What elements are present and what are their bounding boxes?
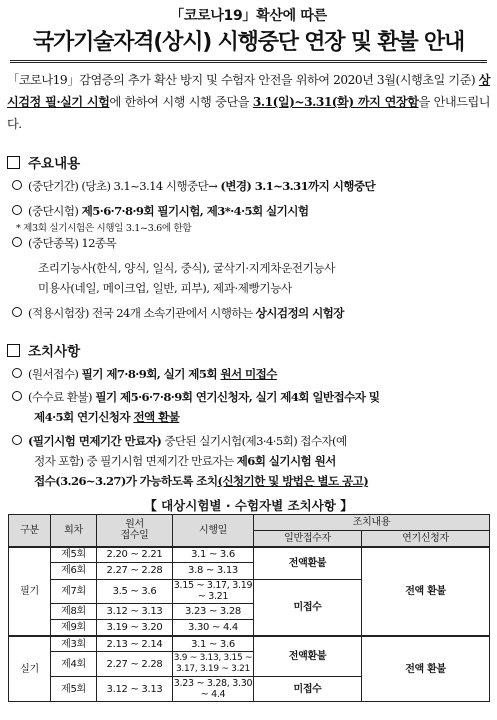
cell-round: 제9회 [51, 619, 97, 635]
item-label: (중단시험) [28, 204, 79, 218]
footnote: * 제3회 실기시험은 시행일 3.1~3.6에 한함 [16, 223, 192, 234]
item-exemption-line2 [12, 451, 497, 471]
cell-postponed-refund: 전액 환불 [362, 547, 490, 636]
item-test-sites [12, 303, 490, 323]
item-bold-text: 필기 제5·6·7·8·9회 연기신청자, 실기 제4회 일반접수자 및 [91, 390, 380, 404]
cell-postponed-refund: 전액 환불 [362, 636, 490, 702]
section-title: 주요내용 [28, 156, 81, 172]
item-label: (필기시험 면제기간 만료자) [28, 434, 162, 448]
cell-exam: 3.9 ~ 3.13, 3.15 ~ 3.17, 3.19 ~ 3.21 [173, 652, 254, 677]
header-apply-line1: 원서 [125, 519, 144, 531]
item-underlined-text: 전액 환불 [133, 410, 180, 424]
cell-general-refund: 전액환불 [254, 547, 362, 580]
category-written: 필기 [9, 547, 51, 636]
header-apply [97, 515, 173, 547]
cell-apply: 3.5 ~ 3.6 [97, 579, 173, 603]
item-label: (수수료 환불) [28, 390, 92, 404]
cell-round: 제3회 [51, 636, 97, 652]
cell-exam: 3.8 ~ 3.13 [173, 563, 254, 579]
header-postponed: 연기신청자 [362, 531, 490, 547]
item-text: 정자 포함) 중 필기시험 면제기간 만료자는 [34, 454, 237, 468]
intro-text: 에 한하여 시행 시행 중단을 [109, 95, 253, 109]
schedule-table [8, 514, 490, 702]
square-icon [7, 344, 20, 357]
category-practical: 실기 [9, 636, 51, 702]
item-bold-text: 제6회 실기시험 원서 [236, 454, 336, 468]
cell-apply: 2.27 ~ 2.28 [97, 563, 173, 579]
notice-title: 국가기술자격(상시) 시행중단 연장 및 환불 안내 [33, 30, 464, 55]
item-text: (당초) 3.1~3.14 시행중단→ [78, 179, 221, 193]
section-title: 조치사항 [28, 344, 81, 360]
cell-apply: 3.19 ~ 3.20 [97, 619, 173, 635]
square-icon [7, 156, 20, 169]
item-bold-text: 상시검정의 시험장 [255, 306, 344, 320]
circle-bullet-icon [12, 180, 22, 190]
cell-round: 제5회 [51, 677, 97, 702]
notice-subtitle: 「코로나19」확산에 따른 [170, 8, 327, 24]
section-heading-measures [7, 340, 80, 360]
item-exemption-line3 [12, 471, 497, 491]
item-bold-text: 접수(3.26~3.27)가 가능하도록 조치 [34, 474, 218, 488]
intro-highlight-period: 3.1(일)~3.31(화) 까지 연장함 [252, 95, 419, 109]
circle-bullet-icon [12, 237, 22, 247]
cell-exam: 3.23 ~ 3.28 [173, 603, 254, 619]
item-bold-text: 제4·5회 연기신청자 [34, 410, 134, 424]
item-label: (중단기간) [28, 179, 79, 193]
cell-general-refund: 전액환불 [254, 636, 362, 677]
table-caption: 【 대상시험별 · 수험자별 조치사항 】 [144, 498, 353, 513]
header-general: 일반접수자 [254, 531, 362, 547]
cell-exam: 3.1 ~ 3.6 [173, 547, 254, 563]
circle-bullet-icon [12, 307, 22, 317]
cell-apply: 3.12 ~ 3.13 [97, 603, 173, 619]
item-bold-text: (변경) 3.1~3.31까지 시행중단 [220, 179, 376, 193]
item-text: 전국 24개 소속기관에서 시행하는 [88, 306, 256, 320]
cell-general-not-accepted: 미접수 [254, 677, 362, 702]
circle-bullet-icon [12, 368, 22, 378]
cell-apply: 2.13 ~ 2.14 [97, 636, 173, 652]
item-label: (중단종목) [28, 236, 79, 250]
intro-paragraph [7, 69, 490, 135]
item-bold-text: 필기 제7·8·9회, 실기 제5회 [78, 367, 221, 381]
intro-text: 을 안내드립니다. [7, 95, 491, 131]
intro-highlight-exam: 상시검정 필·실기 시험 [7, 73, 490, 109]
intro-text: 「코로나19」감염증의 추가 확산 방지 및 수험자 안전을 위하여 2020년 3월(시행초일 기준) [7, 73, 479, 87]
header-round: 회차 [51, 515, 97, 547]
item-refund [12, 387, 490, 407]
table-row [9, 636, 490, 652]
cell-round: 제4회 [51, 652, 97, 677]
item-text: 12종목 [78, 236, 117, 250]
cell-exam: 3.30 ~ 4.4 [173, 619, 254, 635]
cell-round: 제5회 [51, 547, 97, 563]
cell-round: 제8회 [51, 603, 97, 619]
section-heading-main [7, 152, 80, 172]
job-list-line2: 미용사(네일, 메이크업, 일반, 피부), 제과·제빵기능사 [38, 281, 292, 295]
item-application [12, 364, 490, 384]
cell-exam: 3.1 ~ 3.6 [173, 636, 254, 652]
item-text: 중단된 실기시험(제3·4·5회) 접수자(예 [161, 434, 347, 448]
header-category: 구분 [9, 515, 51, 547]
cell-apply: 2.27 ~ 2.28 [97, 652, 173, 677]
circle-bullet-icon [12, 391, 22, 401]
item-label: (원서접수) [28, 367, 79, 381]
cell-apply: 3.12 ~ 3.13 [97, 677, 173, 702]
item-underlined-text: (신청기한 및 방법은 별도 공고) [217, 474, 369, 488]
item-suspension-period [12, 176, 490, 196]
item-label: (적용시험장) [28, 306, 89, 320]
header-exam-date: 시행일 [173, 515, 254, 547]
item-suspended-jobs [12, 233, 490, 253]
cell-exam: 3.15 ~ 3.17, 3.19 ~ 3.21 [173, 580, 253, 603]
cell-exam: 3.23 ~ 3.28, 3.30 ~ 4.4 [173, 678, 253, 701]
item-exemption-expiry [12, 431, 490, 451]
circle-bullet-icon [12, 205, 22, 215]
item-refund-continued [12, 407, 497, 427]
cell-round: 제6회 [51, 563, 97, 579]
circle-bullet-icon [12, 435, 22, 445]
title-divider [10, 60, 487, 63]
table-row [9, 547, 490, 563]
item-underlined-text: 원서 미접수 [220, 367, 277, 381]
cell-apply: 2.20 ~ 2.21 [97, 547, 173, 563]
item-suspended-exams [12, 201, 490, 221]
cell-round: 제7회 [51, 579, 97, 603]
header-measures: 조치내용 [254, 515, 490, 531]
header-apply-line2: 접수일 [120, 530, 149, 542]
item-bold-text: 제5·6·7·8·9회 필기시험, 제3*·4·5회 실기시험 [78, 204, 309, 218]
job-list-line1: 조리기능사(한식, 양식, 일식, 중식), 굴삭기·지게차운전기능사 [38, 261, 336, 275]
cell-general-not-accepted: 미접수 [254, 579, 362, 636]
